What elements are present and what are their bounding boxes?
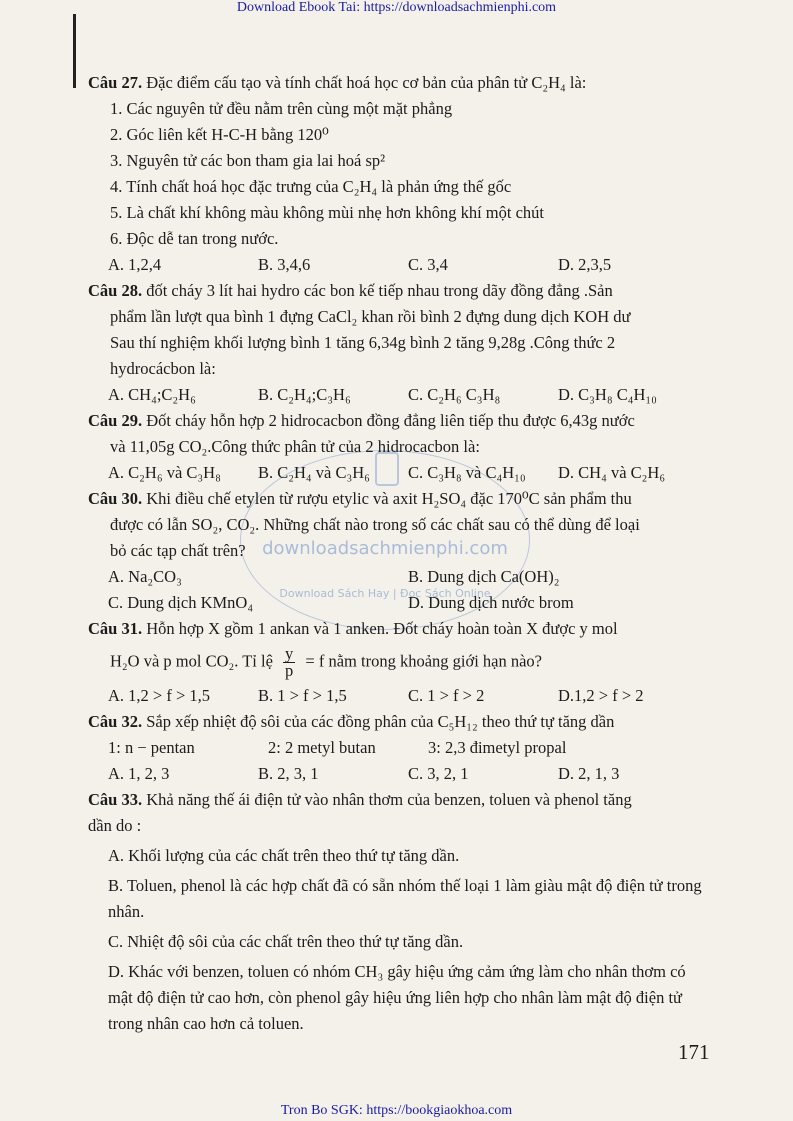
- option-c: C. 3, 2, 1: [408, 764, 469, 783]
- question-text-line: Sau thí nghiệm khối lượng bình 1 tăng 6,34g bình 2 tăng 9,28g .Công thức 2: [110, 333, 616, 352]
- option-a: A. CH₄;C₂H₆: [108, 385, 196, 404]
- answer-options: [88, 460, 708, 486]
- question-formula-line: H₂O và p mol CO₂. Tỉ lệ $\frac{y}{p}$ = f nằm trong khoảng giới hạn nào?: [110, 644, 543, 680]
- isomer-1: 1: n − pentan: [108, 738, 195, 757]
- answer-option-c: C. Nhiệt độ sôi của các chất trên theo thứ tự tăng dần.: [108, 932, 464, 951]
- list-item: 1. Các nguyên tử đều nằm trên cùng một mặt phẳng: [110, 99, 453, 118]
- option-a: A. 1, 2, 3: [108, 764, 170, 783]
- footer-sgk-link[interactable]: Tron Bo SGK: https://bookgiaokhoa.com: [280, 1103, 513, 1118]
- isomer-2: 2: 2 metyl butan: [268, 738, 376, 757]
- question-text-line: được có lẫn SO₂, CO₂. Những chất nào trong số các chất sau có thể dùng để loại: [110, 515, 640, 534]
- answer-options: [88, 564, 708, 590]
- option-d: D. C₃H₈ C₄H₁₀: [558, 385, 657, 404]
- question-29: Câu 29. Đốt cháy hỗn hợp 2 hidrocacbon đồng đẳng liên tiếp thu được 6,43g nước: [88, 411, 635, 430]
- answer-option-b: B. Toluen, phenol là các hợp chất đã có sẵn nhóm thế loại 1 làm giàu mật độ điện tử trong nhân.: [108, 876, 702, 921]
- option-c: C. C₂H₆ C₃H₈: [408, 385, 501, 404]
- question-text-line: và 11,05g CO₂.Công thức phân tử của 2 hidrocacbon là:: [110, 437, 480, 456]
- question-31: Câu 31. Hỗn hợp X gồm 1 ankan và 1 anken. Đốt cháy hoàn toàn X được y mol: [88, 619, 618, 638]
- question-28: Câu 28. đốt cháy 3 lít hai hydro các bon kế tiếp nhau trong dãy đồng đẳng .Sản: [88, 281, 613, 300]
- question-text-line: phẩm lần lượt qua bình 1 đựng CaCl₂ khan rồi bình 2 đựng dung dịch KOH dư: [110, 307, 631, 326]
- option-c: C. 3,4: [408, 255, 448, 274]
- margin-bar: [73, 14, 76, 88]
- answer-options: [88, 590, 708, 616]
- option-b: B. Dung dịch Ca(OH)₂: [408, 567, 560, 586]
- list-item: 5. Là chất khí không màu không mùi nhẹ hơn không khí một chút: [110, 203, 545, 222]
- answer-options: [88, 382, 708, 408]
- option-b: B. C₂H₄;C₃H₆: [258, 385, 351, 404]
- list-item: 2. Góc liên kết H-C-H bằng 120⁰: [110, 125, 329, 144]
- question-27: Câu 27. Đặc điểm cấu tạo và tính chất hoá học cơ bản của phân tử C₂H₄ là:: [88, 73, 587, 92]
- list-item: 3. Nguyên tử các bon tham gia lai hoá sp²: [110, 151, 386, 170]
- option-c: C. 1 > f > 2: [408, 686, 485, 705]
- question-text-line: dần do :: [88, 816, 142, 835]
- option-a: A. 1,2 > f > 1,5: [108, 686, 211, 705]
- watermark-site: downloadsachmienphi.com: [262, 538, 508, 559]
- question-30: Câu 30. Khi điều chế etylen từ rượu etylic và axit H₂SO₄ đặc 170⁰C sản phẩm thu: [88, 489, 632, 508]
- page-number: 171: [678, 1040, 710, 1064]
- option-b: B. 2, 3, 1: [258, 764, 319, 783]
- option-a: A. C₂H₆ và C₃H₈: [108, 463, 221, 482]
- question-text-line: bỏ các tạp chất trên?: [110, 541, 246, 560]
- option-b: B. 1 > f > 1,5: [258, 686, 347, 705]
- option-d: D. 2, 1, 3: [558, 764, 620, 783]
- option-d: D.1,2 > f > 2: [558, 686, 644, 705]
- header-download-link[interactable]: Download Ebook Tai: https://downloadsachmienphi.com: [236, 0, 557, 15]
- watermark-tagline: Download Sách Hay | Đọc Sách Online: [279, 587, 491, 600]
- isomer-3: 3: 2,3 đimetyl propal: [428, 738, 567, 757]
- answer-options: [88, 761, 708, 787]
- answer-option-a: A. Khối lượng của các chất trên theo thứ tự tăng dần.: [108, 846, 460, 865]
- option-a: A. Na₂CO₃: [108, 567, 182, 586]
- option-c: C. C₃H₈ và C₄H₁₀: [408, 463, 526, 482]
- fraction: $\frac{y}{p}$: [285, 644, 294, 680]
- question-text-line: hydrocácbon là:: [110, 359, 216, 378]
- option-c: C. Dung dịch KMnO₄: [108, 593, 254, 612]
- option-b: B. 3,4,6: [258, 255, 311, 274]
- questions-content: [88, 70, 708, 1037]
- answer-options: [88, 252, 708, 278]
- option-d: D. Dung dịch nước brom: [408, 593, 574, 612]
- isomer-names: [88, 735, 708, 761]
- question-32: Câu 32. Sắp xếp nhiệt độ sôi của các đồng phân của C₅H₁₂ theo thứ tự tăng dần: [88, 712, 615, 731]
- answer-options: [88, 683, 708, 709]
- option-d: D. CH₄ và C₂H₆: [558, 463, 666, 482]
- option-a: A. 1,2,4: [108, 255, 162, 274]
- list-item: 4. Tính chất hoá học đặc trưng của C₂H₄ là phản ứng thế gốc: [110, 177, 512, 196]
- list-item: 6. Độc dễ tan trong nước.: [110, 229, 279, 248]
- question-33: Câu 33. Khả năng thế ái điện tử vào nhân thơm của benzen, toluen và phenol tăng: [88, 790, 632, 809]
- answer-option-d: D. Khác với benzen, toluen có nhóm CH₃ gây hiệu ứng cảm ứng làm cho nhân thơm có mật độ điện tử cao hơn, còn phenol gây hiệu ứng liên hợp cho nhân làm mật độ điện tử trong nhân cao hơn cả toluen.: [108, 962, 686, 1033]
- option-d: D. 2,3,5: [558, 255, 612, 274]
- option-b: B. C₂H₄ và C₃H₆: [258, 463, 370, 482]
